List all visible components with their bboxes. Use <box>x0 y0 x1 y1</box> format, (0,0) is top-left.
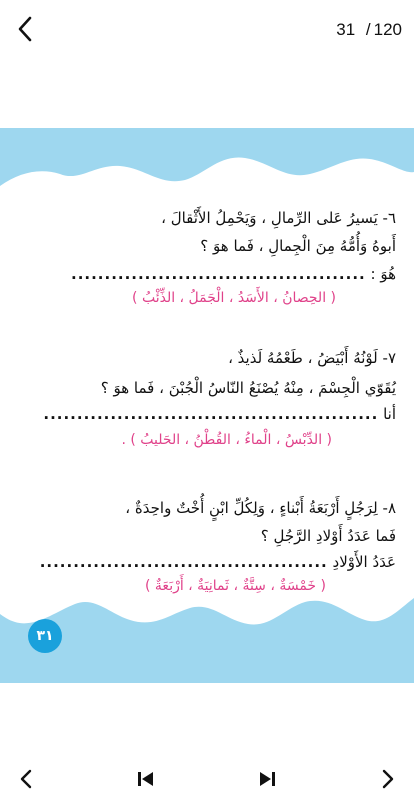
back-button[interactable] <box>10 14 40 44</box>
skip-first-icon <box>136 769 156 789</box>
chevron-left-icon <box>19 769 33 789</box>
first-page-button[interactable] <box>132 765 160 793</box>
page-number-badge: ٣١ <box>28 619 62 653</box>
question-8-line-2: فَما عَدَدُ أَوْلادِ الرَّجُلِ ؟ <box>260 527 396 545</box>
question-6-line-1: ٦- يَسيرُ عَلى الرِّمالِ ، وَيَحْمِلُ الأَثْقالَ ، <box>161 209 396 227</box>
question-7-line-1: ٧- لَوْنُهُ أَبْيَضُ ، طَعْمُهُ لَذيذٌ ، <box>228 349 396 367</box>
answer-blank: ............................................ <box>71 265 366 283</box>
question-7-line-2: يُقَوّي الْجِسْمَ ، مِنْهُ يُصْنَعُ النّاسُ الْجُبْنَ ، فَما هوَ ؟ <box>100 379 396 397</box>
chevron-right-icon <box>381 769 395 789</box>
page-content <box>0 128 414 683</box>
skip-last-icon <box>257 769 277 789</box>
question-7-answer-line <box>43 404 396 424</box>
question-6-answer-line <box>71 264 396 284</box>
top-bar <box>0 0 414 60</box>
total-page-count: 120 <box>373 20 402 39</box>
page-indicator <box>336 20 402 40</box>
answer-label: أنا <box>383 405 396 423</box>
question-8-options: ( خَمْسَةٌ ، سِتَّةٌ ، ثَمانِيَةٌ ، أَرْبَعَةٌ ) <box>145 578 326 594</box>
question-6-options: ( الحِصانُ ، الأَسَدُ ، الْجَمَلُ ، الذِّئْبُ ) <box>132 290 336 306</box>
page-separator: / <box>365 20 371 39</box>
last-page-button[interactable] <box>253 765 281 793</box>
question-6-line-2: أَبوهُ وَأُمُّهُ مِنَ الْجِمالِ ، فَما هوَ ؟ <box>200 237 396 255</box>
next-page-button[interactable] <box>374 765 402 793</box>
question-7-options: ( الدِّبْسُ ، الْماءُ ، القُطْنُ ، الحَليبُ ) . <box>121 432 332 448</box>
answer-blank: .................................................. <box>43 405 379 423</box>
question-8-answer-line <box>40 552 396 572</box>
answer-blank: ........................................... <box>39 553 328 571</box>
answer-label: عَدَدُ الأَوْلادِ <box>332 553 396 571</box>
chevron-left-icon <box>16 16 34 42</box>
current-page-number: 31 <box>336 20 356 39</box>
bottom-navigation <box>0 755 414 800</box>
answer-label: هُوَ : <box>370 265 396 283</box>
book-page <box>0 128 414 683</box>
question-8-line-1: ٨- لِرَجُلٍ أَرْبَعَةُ أَبْناءٍ ، وَلِكُلِّ ابْنٍ أُخْتٌ واحِدَةٌ ، <box>125 499 396 517</box>
previous-page-button[interactable] <box>12 765 40 793</box>
